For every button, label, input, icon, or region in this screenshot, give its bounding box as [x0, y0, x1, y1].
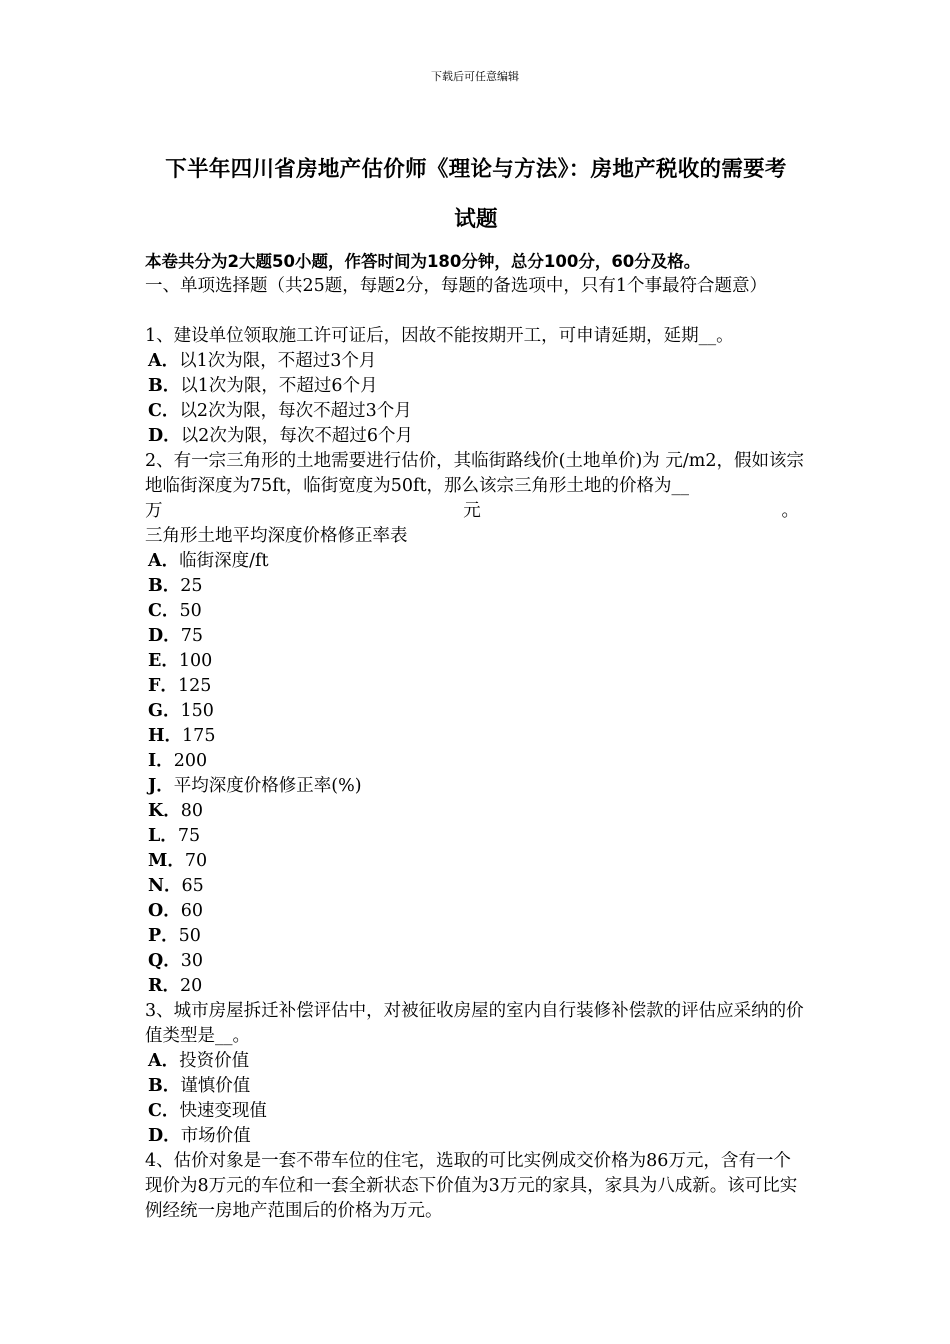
document-title-line-1: 下半年四川省房地产估价师《理论与方法》：房地产税收的需要考	[165, 157, 787, 182]
section-heading: 一、单项选择题（共25题，每题2分，每题的备选项中，只有1个事最符合题意）	[145, 276, 768, 296]
page-header: 下载后可任意编辑	[431, 70, 519, 83]
question-2-option: K．80	[148, 801, 203, 821]
question-2-option: P．50	[148, 926, 201, 946]
question-1-stem: 1、建设单位领取施工许可证后，因故不能按期开工，可申请延期，延期__。	[145, 326, 734, 346]
question-2-option: J．平均深度价格修正率(%)	[148, 776, 362, 796]
exam-intro: 本卷共分为2大题50小题，作答时间为180分钟，总分100分，60分及格。	[145, 252, 701, 271]
question-3-stem: 3、城市房屋拆迁补偿评估中，对被征收房屋的室内自行装修补偿款的评估应采纳的价值类型是__。	[145, 1001, 804, 1046]
question-2-option: I．200	[148, 751, 208, 771]
question-2-option: D．75	[148, 626, 203, 646]
question-2-option: B．25	[148, 576, 203, 596]
question-2-stem-tail: 万 元 。	[145, 501, 799, 521]
question-2-option: G．150	[148, 701, 214, 721]
question-1-option: B．以1次为限，不超过6个月	[148, 376, 378, 396]
question-3-option: A．投资价值	[148, 1051, 250, 1071]
question-2-option: Q．30	[148, 951, 204, 971]
question-2-table-title: 三角形土地平均深度价格修正率表	[145, 526, 408, 546]
question-1-option: A．以1次为限，不超过3个月	[148, 351, 377, 371]
question-2-option: M．70	[148, 851, 208, 871]
question-4-stem: 4、估价对象是一套不带车位的住宅，选取的可比实例成交价格为86万元，含有一个现价为8万元的车位和一套全新状态下价值为3万元的家具，家具为八成新。该可比实例经统一房地产范围后的价格为万元。	[145, 1151, 798, 1221]
question-2-option: L．75	[148, 826, 201, 846]
question-2-option: H．175	[148, 726, 216, 746]
question-2-option: R．20	[148, 976, 203, 996]
question-3-option: D．市场价值	[148, 1126, 251, 1146]
question-2-stem: 2、有一宗三角形的土地需要进行估价，其临街路线价(土地单价)为 元/m2，假如该宗地临街深度为75ft，临街宽度为50ft，那么该宗三角形土地的价格为__	[145, 451, 804, 496]
question-2-option: C．50	[148, 601, 202, 621]
question-2-option: A．临街深度/ft	[148, 551, 269, 571]
question-2-option: F．125	[148, 676, 212, 696]
question-2-option: N．65	[148, 876, 204, 896]
question-3-option: C．快速变现值	[148, 1101, 267, 1121]
question-2-option: O．60	[148, 901, 204, 921]
question-3-option: B．谨慎价值	[148, 1076, 251, 1096]
question-1-option: C．以2次为限，每次不超过3个月	[148, 401, 412, 421]
question-2-option: E．100	[148, 651, 213, 671]
document-body	[145, 249, 807, 1224]
question-1-option: D．以2次为限，每次不超过6个月	[148, 426, 413, 446]
document-title-line-2: 试题	[454, 207, 498, 232]
